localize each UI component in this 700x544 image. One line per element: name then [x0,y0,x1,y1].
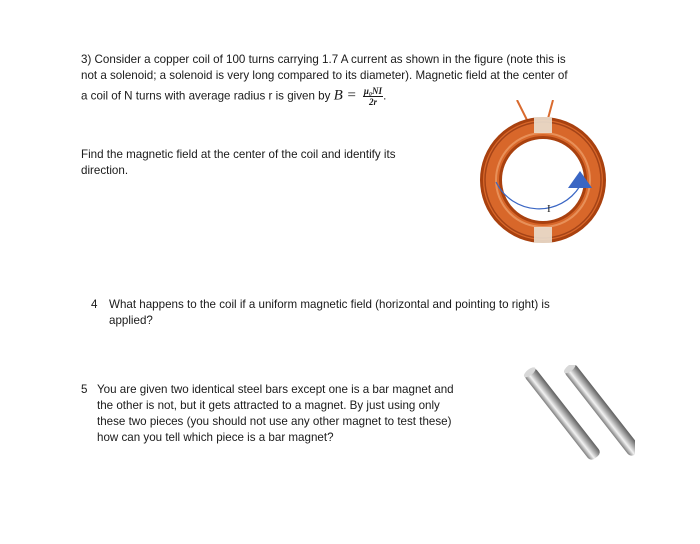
question-4 [91,297,651,329]
question-3-task-line-2: direction. [81,164,129,177]
question-5-number: 5 [81,383,88,396]
question-4-text-2: applied? [109,314,153,327]
steel-bars-figure [505,365,635,475]
question-4-number: 4 [91,298,98,311]
question-5-text-4: how can you tell which piece is a bar magnet? [97,431,334,444]
formula-period: . [383,89,387,103]
steel-bar-right [562,365,635,458]
question-3-line-1 [81,52,641,68]
question-5-text-3: these two pieces (you should not use any other magnet to test these) [97,415,452,428]
question-3-text-2: not a solenoid; a solenoid is very long compared to its diameter). Magnetic field at the center of [81,69,568,82]
question-5-text-1: You are given two identical steel bars except one is a bar magnet and [97,383,454,396]
formula-lhs: B = [333,87,357,104]
formula-denominator: 2r [368,97,377,107]
question-5-text-2: the other is not, but it gets attracted to a magnet. By just using only [97,399,440,412]
question-3-task [81,147,441,179]
tape-top [534,117,552,133]
tape-bottom [534,227,552,243]
formula-numerator: μ₀NI [363,86,383,96]
question-4-text-1: What happens to the coil if a uniform magnetic field (horizontal and pointing to right) is [109,298,550,311]
question-3-text-3: a coil of N turns with average radius r is given by [81,89,331,103]
question-3-task-line-1: Find the magnetic field at the center of the coil and identify its [81,148,396,161]
copper-coil-figure [470,100,620,250]
question-3 [81,52,641,107]
question-3-number: 3) [81,53,92,66]
current-label: I [547,203,551,215]
question-5-line-1 [81,382,501,398]
steel-bar-left [522,366,601,462]
question-3-text-1: Consider a copper coil of 100 turns carrying 1.7 A current as shown in the figure (note this is [94,53,566,66]
question-4-line-1 [91,297,651,313]
formula-fraction [363,86,383,107]
question-5 [81,382,501,446]
